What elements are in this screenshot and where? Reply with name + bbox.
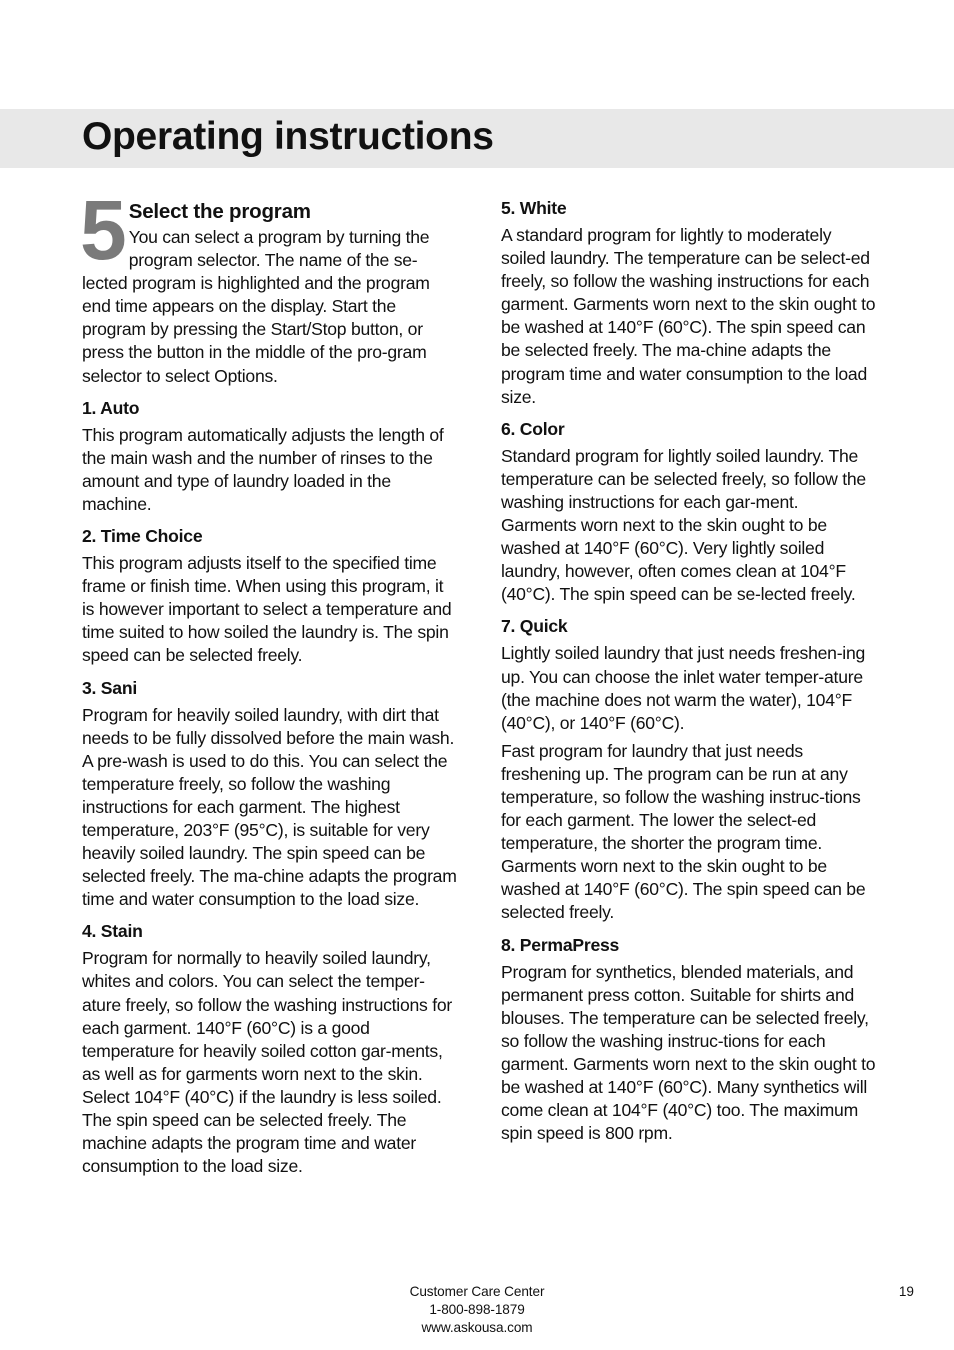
program-white xyxy=(501,197,876,409)
program-description: This program automatically adjusts the length of the main wash and the number of rinses to the amount and type of laundry loaded in the machine. xyxy=(82,424,444,514)
step-heading: Select the program xyxy=(128,200,311,223)
program-title: 5. White xyxy=(501,198,567,218)
program-title: 8. PermaPress xyxy=(501,934,620,955)
step-intro-text: You can select a program by turning the program selector. The name of the se-lected program is highlighted and the program end time appears on the display. Start the program by pressing the Start/Stop button, or press the button in the middle of the pro-gram selector to select Options. xyxy=(82,227,430,386)
program-title: 7. Quick xyxy=(501,616,568,637)
program-description: Program for synthetics, blended materials, and permanent press cotton. Suitable for shirts and blouses. The temperature can be selected freely, so follow the washing instruc-tions for each garment. Garments worn next to the skin ought to be washed at 140°F (60°C). Many synthetics will come clean at 104°F (40°C) too. The maximum spin speed is 800 rpm. xyxy=(501,961,876,1144)
right-column xyxy=(501,197,876,1145)
program-description: Lightly soiled laundry that just needs freshen-ing up. You can choose the inlet water temper-ature (the machine does not warm the water), 104°F (40°C), or 140°F (60°C). xyxy=(501,643,866,733)
left-column xyxy=(80,183,457,1178)
footer-care-center: Customer Care Center xyxy=(409,1284,545,1299)
program-sani xyxy=(82,677,457,912)
program-description: Program for heavily soiled laundry, with dirt that needs to be fully dissolved before the main wash. A pre-wash is used to do this. You can select the temperature freely, so follow the washing instructions for each garment. The highest temperature, 203°F (95°C), is suitable for very heavily soiled laundry. The spin speed can be selected freely. The ma-chine adapts the program time and water consumption to the load size. xyxy=(82,704,457,910)
program-auto xyxy=(82,397,457,516)
program-title: 6. Color xyxy=(501,418,565,439)
program-description: Fast program for laundry that just needs freshening up. The program can be run at any temperature, so follow the washing instruc-tions for each garment. The lower the select-ed temperature, the shorter the program time. Garments worn next to the skin ought to be washed at 140°F (60°C). The spin speed can be selected freely. xyxy=(501,740,866,923)
program-description: This program adjusts itself to the specified time frame or finish time. When using this program, it is however important to select a temperature and time suited to how soiled the laundry is. The spin speed can be selected freely. xyxy=(82,553,452,666)
footer-contact xyxy=(0,1283,954,1337)
program-quick xyxy=(501,615,876,924)
program-color xyxy=(501,418,876,607)
program-stain xyxy=(82,920,457,1178)
program-title: 3. Sani xyxy=(82,677,137,698)
title-band xyxy=(0,109,954,168)
page-number: 19 xyxy=(898,1284,914,1299)
footer-phone: 1-800-898-1879 xyxy=(429,1302,525,1317)
program-description: Standard program for lightly soiled laundry. The temperature can be selected freely, so follow the washing instructions for each gar-ment. Garments worn next to the skin ought to be washed at 140°F (60°C). Very lightly soiled laundry, however, often comes clean at 104°F (40°C). The spin speed can be se-lected freely. xyxy=(501,445,866,605)
program-title: 4. Stain xyxy=(82,921,143,942)
page-title: Operating instructions xyxy=(82,115,494,158)
program-title: 1. Auto xyxy=(82,397,140,418)
program-permapress xyxy=(501,934,876,1146)
program-time-choice xyxy=(82,525,457,667)
program-title: 2. Time Choice xyxy=(82,526,203,547)
footer-website: www.askousa.com xyxy=(421,1320,533,1335)
program-description: Program for normally to heavily soiled laundry, whites and colors. You can select the temper-ature freely, so follow the washing instructions for each garment. 140°F (60°C) is a good temperature for heavily soiled cotton gar-ments, as well as for garments worn next to the skin. Select 104°F (40°C) if the laundry is less soiled. The spin speed can be selected freely. The machine adapts the program time and water consumption to the load size. xyxy=(82,948,453,1177)
step-number: 5 xyxy=(80,183,125,277)
step-intro xyxy=(80,183,457,388)
program-description: A standard program for lightly to moderately soiled laundry. The temperature can be select-ed freely, so follow the washing instructions for each garment. Garments worn next to the skin ought to be washed at 140°F (60°C). The spin speed can be selected freely. The ma-chine adapts the program time and water consumption to the load size. xyxy=(501,225,876,407)
